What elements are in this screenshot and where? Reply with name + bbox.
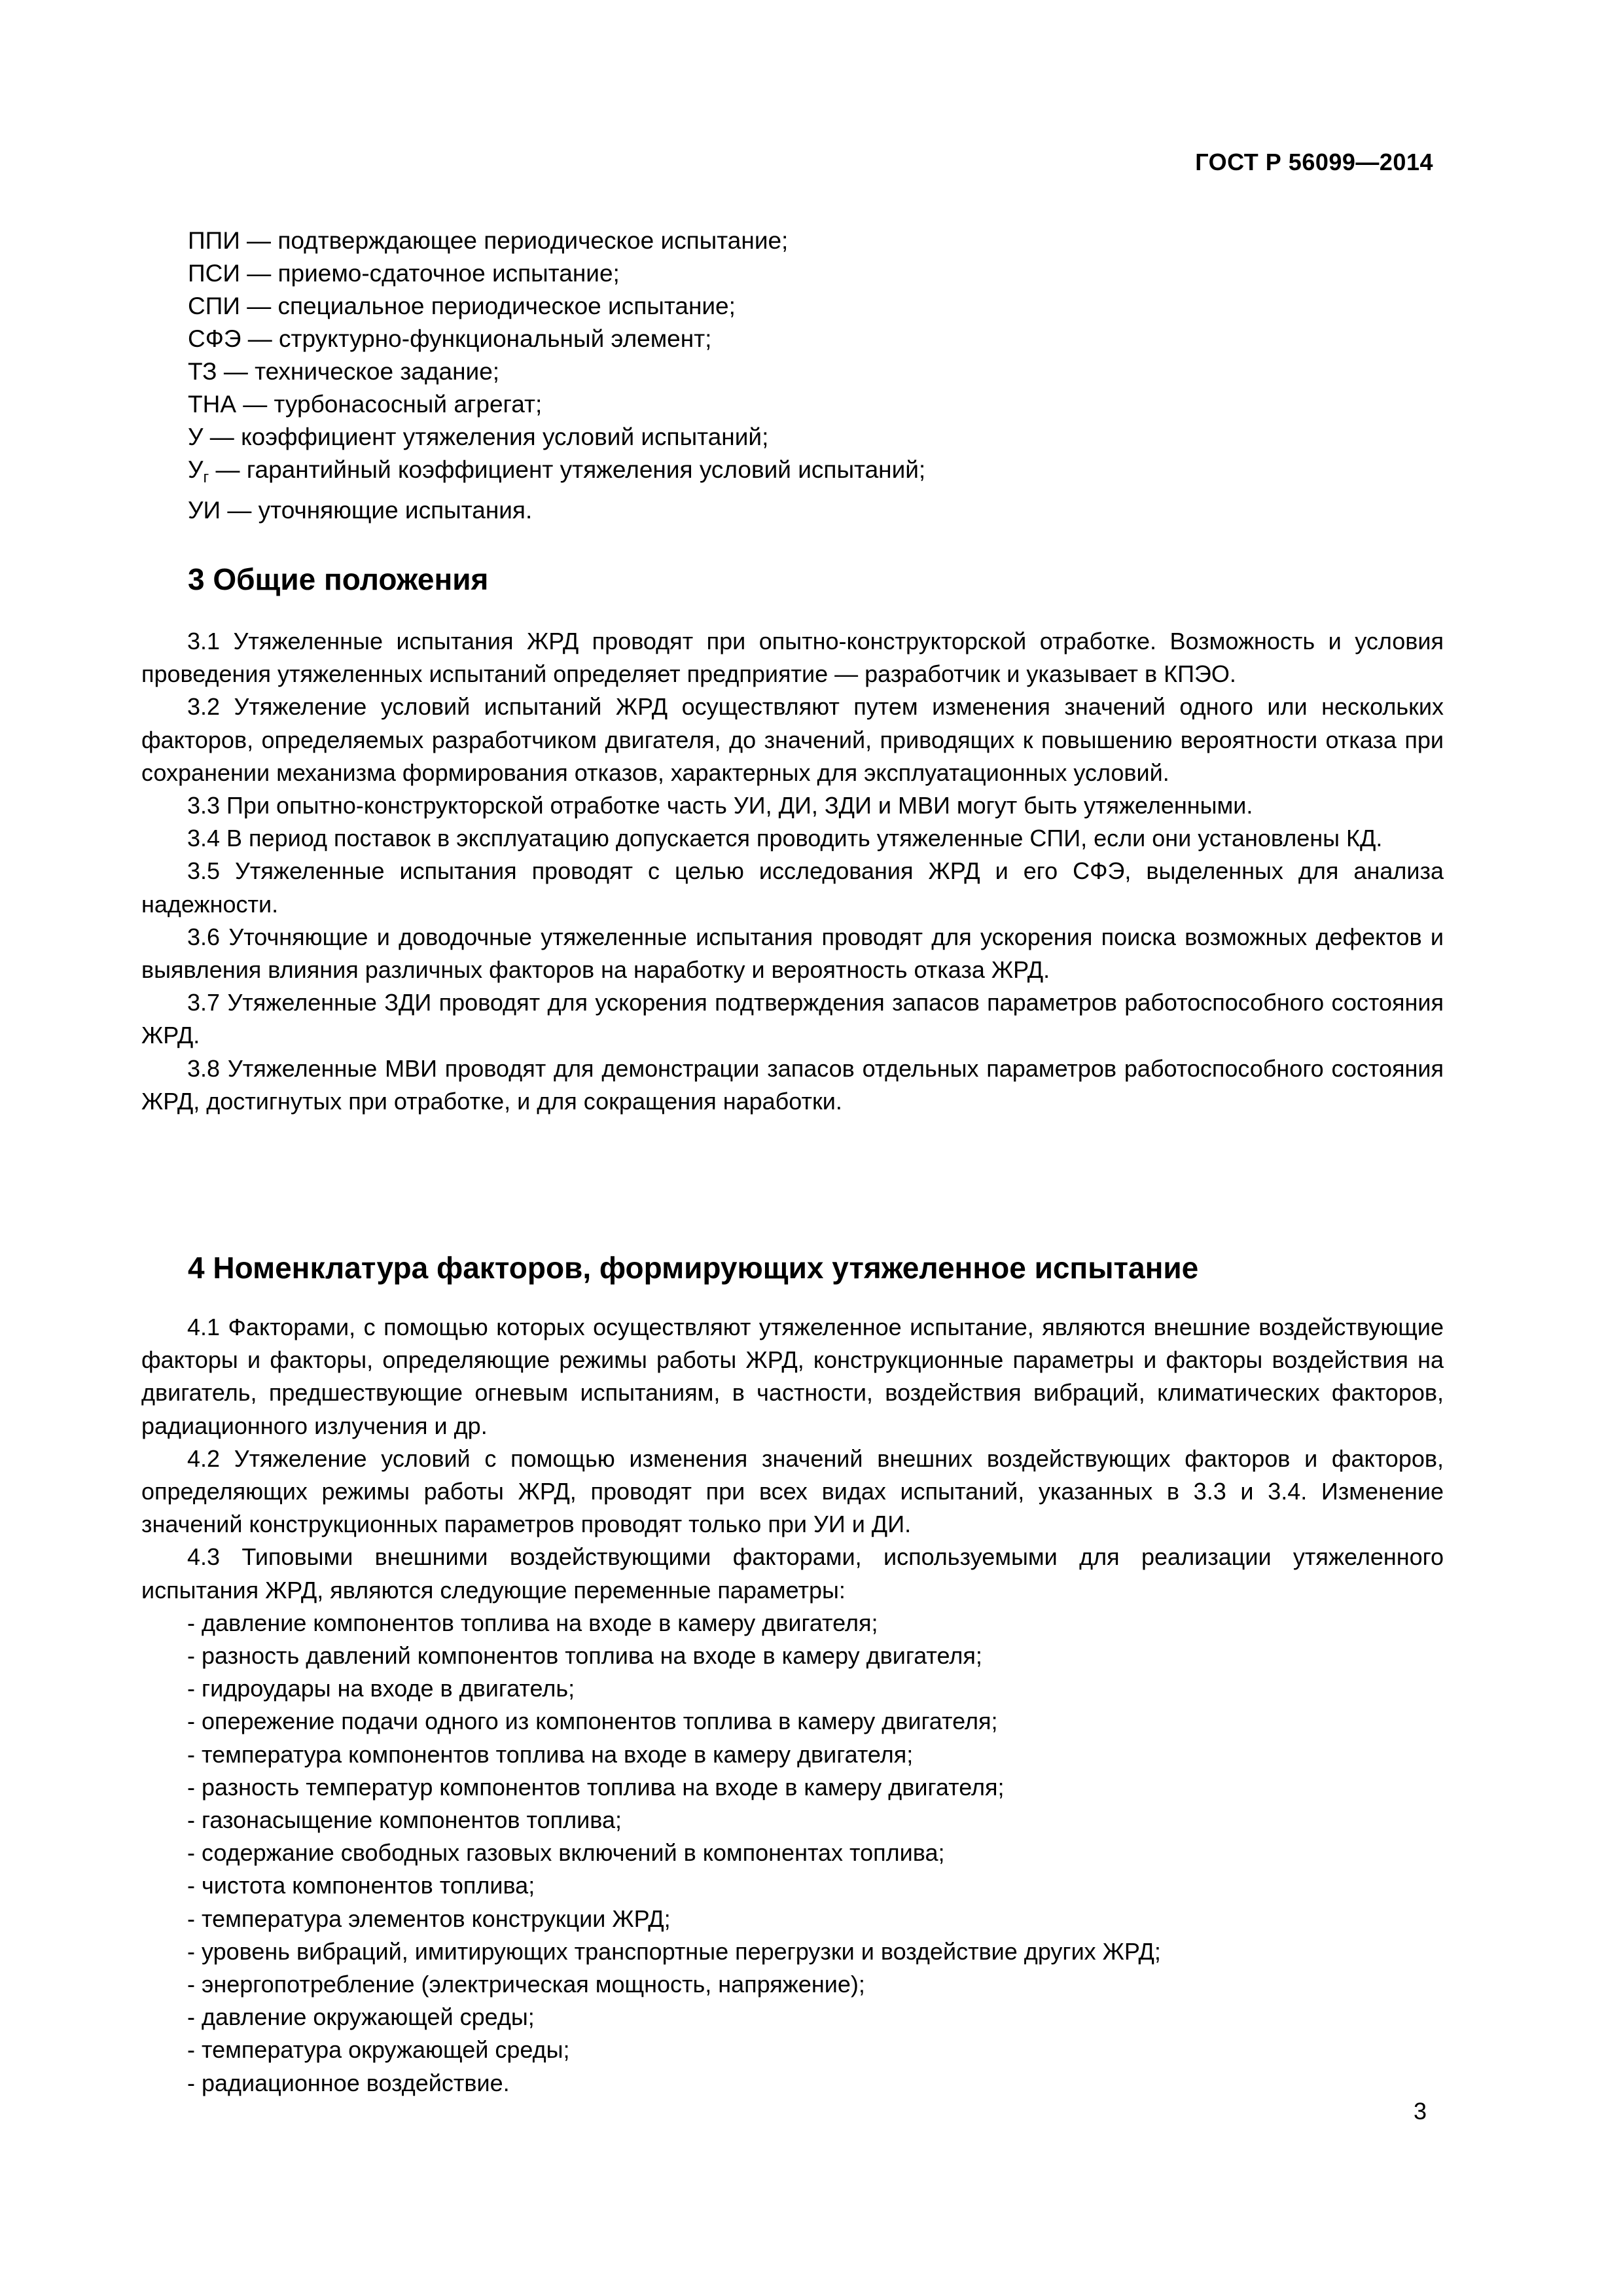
- abbreviation-item: [188, 494, 1431, 527]
- factor-list-item: - разность давлений компонентов топлива на входе в камеру двигателя;: [187, 1642, 982, 1670]
- factor-list-item: - опережение подачи одного из компонентов топлива в камеру двигателя;: [187, 1708, 998, 1735]
- factor-list-item: - содержание свободных газовых включений в компонентах топлива;: [187, 1839, 945, 1867]
- factor-list-item: - давление окружающей среды;: [187, 2003, 535, 2031]
- factor-list-item: - температура компонентов топлива на входе в камеру двигателя;: [187, 1740, 914, 1768]
- paragraph-3-1: 3.1 Утяжеленные испытания ЖРД проводят при опытно-конструкторской отработке. Возможность и условия проведения утяжеленных испытаний определяет предприятие — разработчик и указывает в КПЭО.: [141, 628, 1444, 688]
- document-header-code: ГОСТ Р 56099—2014: [1195, 149, 1433, 175]
- abbreviation-definition: — коэффициент утяжеления условий испытаний;: [203, 423, 769, 450]
- abbreviation-definition: — подтверждающее периодическое испытание;: [240, 227, 789, 254]
- factor-list-item: - температура элементов конструкции ЖРД;: [187, 1905, 671, 1932]
- abbreviation-definition: — гарантийный коэффициент утяжеления условий испытаний;: [209, 456, 926, 483]
- abbreviation-item: [188, 454, 1431, 494]
- factor-list-item: - газонасыщение компонентов топлива;: [187, 1806, 622, 1834]
- paragraph-4-2: 4.2 Утяжеление условий с помощью изменения значений внешних воздействующих факторов и факторов, определяющих режимы работы ЖРД, проводят при всех видах испытаний, указанных в 3.3 и 3.4. Изменение значений конструкционных параметров проводят только при УИ и ДИ.: [141, 1444, 1444, 1538]
- factor-list-item: - гидроудары на входе в двигатель;: [187, 1675, 575, 1702]
- abbreviation-item: [188, 355, 1431, 388]
- abbreviation-list: [188, 224, 1431, 527]
- abbreviation-term: УИ: [188, 497, 221, 524]
- section-4-title: 4 Номенклатура факторов, формирующих утяжеленное испытание: [188, 1251, 1199, 1285]
- abbreviation-subscript: г: [203, 469, 209, 486]
- paragraph-3-2: 3.2 Утяжеление условий испытаний ЖРД осуществляют путем изменения значений одного или нескольких факторов, определяемых разработчиком двигателя, до значений, приводящих к повышению вероятности отказа при сохранении механизма формирования отказов, характерных для эксплуатационных условий.: [141, 693, 1444, 786]
- abbreviation-definition: — турбонасосный агрегат;: [236, 391, 543, 418]
- abbreviation-item: [188, 421, 1431, 454]
- abbreviation-item: [188, 388, 1431, 421]
- paragraph-3-5: 3.5 Утяжеленные испытания проводят с целью исследования ЖРД и его СФЭ, выделенных для анализа надежности.: [141, 857, 1444, 918]
- paragraph-3-4: 3.4 В период поставок в эксплуатацию допускается проводить утяжеленные СПИ, если они установлены КД.: [187, 825, 1383, 852]
- page-number: 3: [1413, 2098, 1427, 2125]
- abbreviation-definition: — специальное периодическое испытание;: [240, 293, 736, 319]
- factor-list-item: - давление компонентов топлива на входе в камеру двигателя;: [187, 1609, 878, 1636]
- abbreviation-definition: — уточняющие испытания.: [221, 497, 533, 524]
- abbreviation-definition: — приемо-сдаточное испытание;: [240, 260, 620, 287]
- factor-list-item: - разность температур компонентов топлива на входе в камеру двигателя;: [187, 1773, 1005, 1801]
- abbreviation-term: У: [188, 456, 204, 483]
- abbreviation-term: У: [188, 423, 204, 450]
- factor-list-item: - радиационное воздействие.: [187, 2069, 510, 2096]
- paragraph-4-1: 4.1 Факторами, с помощью которых осуществляют утяжеленное испытание, являются внешние воздействующие факторы и факторы, определяющие режимы работы ЖРД, конструкционные параметры и факторы воздействия на двигатель, предшествующие огневым испытаниям, в частности, воздействия вибраций, климатических факторов, радиационного излучения и др.: [141, 1314, 1444, 1439]
- paragraph-4-3: 4.3 Типовыми внешними воздействующими факторами, используемыми для реализации утяжеленного испытания ЖРД, являются следующие переменные параметры:: [141, 1543, 1444, 1604]
- abbreviation-item: [188, 257, 1431, 290]
- abbreviation-term: СФЭ: [188, 325, 241, 352]
- abbreviation-definition: — структурно-функциональный элемент;: [241, 325, 712, 352]
- paragraph-3-7: 3.7 Утяжеленные ЗДИ проводят для ускорения подтверждения запасов параметров работоспособного состояния ЖРД.: [141, 989, 1444, 1049]
- abbreviation-term: ТЗ: [188, 358, 217, 385]
- abbreviation-item: [188, 224, 1431, 257]
- section-3-body: [141, 625, 1444, 1118]
- abbreviation-definition: — техническое задание;: [217, 358, 500, 385]
- paragraph-3-8: 3.8 Утяжеленные МВИ проводят для демонстрации запасов отдельных параметров работоспособного состояния ЖРД, достигнутых при отработке, и для сокращения наработки.: [141, 1054, 1444, 1115]
- abbreviation-term: ТНА: [188, 391, 236, 418]
- abbreviation-term: СПИ: [188, 293, 240, 319]
- section-3-title: 3 Общие положения: [188, 562, 489, 596]
- abbreviation-term: ППИ: [188, 227, 240, 254]
- factor-list-item: - чистота компонентов топлива;: [187, 1872, 535, 1899]
- paragraph-3-6: 3.6 Уточняющие и доводочные утяжеленные испытания проводят для ускорения поиска возможных дефектов и выявления влияния различных факторов на наработку и вероятность отказа ЖРД.: [141, 923, 1444, 984]
- abbreviation-term: ПСИ: [188, 260, 240, 287]
- factor-list-item: - температура окружающей среды;: [187, 2036, 570, 2064]
- section-4-body: [141, 1311, 1444, 2100]
- abbreviation-item: [188, 290, 1431, 323]
- factor-list-item: - уровень вибраций, имитирующих транспортные перегрузки и воздействие других ЖРД;: [187, 1937, 1161, 1965]
- paragraph-3-3: 3.3 При опытно-конструкторской отработке часть УИ, ДИ, ЗДИ и МВИ могут быть утяжеленными.: [187, 792, 1253, 819]
- abbreviation-item: [188, 323, 1431, 355]
- factor-list-item: - энергопотребление (электрическая мощность, напряжение);: [187, 1971, 865, 1998]
